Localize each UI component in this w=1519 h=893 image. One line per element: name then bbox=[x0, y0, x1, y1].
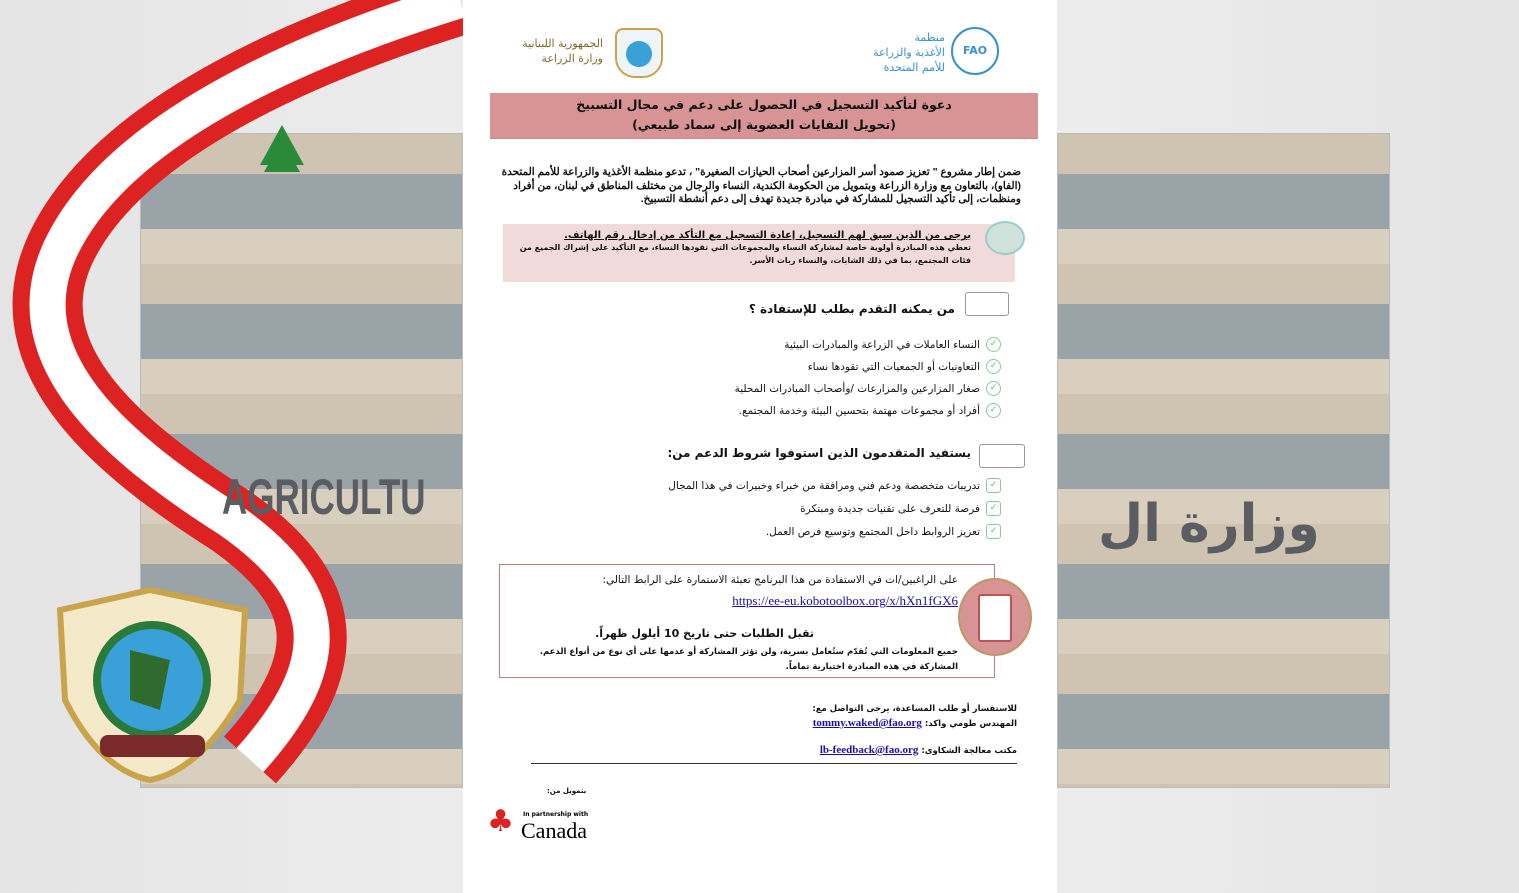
deadline: تقبل الطلبات حتى تاريخ 10 أيلول ظهراً. bbox=[595, 627, 814, 640]
form-box bbox=[499, 564, 995, 678]
check-icon: ✓ bbox=[986, 359, 1001, 374]
check-icon: ✓ bbox=[986, 501, 1001, 516]
benefit-item: ✓ تدريبات متخصصة ودعم فني ومرافقة من خبراء وخبيرات في هذا المجال bbox=[668, 478, 1001, 493]
benefits-list bbox=[668, 478, 1001, 539]
checklist-icon bbox=[965, 292, 1009, 316]
agriculture-sign: AGRICULTU bbox=[222, 469, 426, 525]
complaints-email[interactable]: lb-feedback@fao.org bbox=[819, 744, 919, 756]
ministry-logo bbox=[523, 28, 723, 83]
fao-line1: منظمة bbox=[914, 31, 945, 44]
ministry-line2: وزارة الزراعة bbox=[541, 52, 603, 65]
check-icon: ✓ bbox=[986, 381, 1001, 396]
check-icon: ✓ bbox=[986, 478, 1001, 493]
engineer-email[interactable]: tommy.waked@fao.org bbox=[812, 717, 922, 729]
fao-line2: الأغذية والزراعة bbox=[873, 46, 945, 59]
eligible-item: ✓ صغار المزارعين والمزارعات /وأصحاب المبادرات المحلية bbox=[735, 381, 1001, 396]
check-icon: ✓ bbox=[986, 524, 1001, 539]
fao-emblem-icon: FAO bbox=[951, 27, 999, 75]
fao-logo bbox=[863, 27, 1003, 82]
benefit-item: ✓ فرصة للتعرف على تقنيات جديدة ومبتكرة bbox=[668, 501, 1001, 516]
contact-intro: للاستفسار أو طلب المساعدة، يرجى التواصل مع: bbox=[812, 704, 1017, 714]
benefits-heading: يستفيد المتقدمون الذين استوفوا شروط الدعم من: bbox=[667, 446, 971, 460]
check-icon: ✓ bbox=[986, 403, 1001, 418]
ministry-emblem-large bbox=[60, 590, 245, 780]
hand-support-icon bbox=[979, 444, 1025, 468]
women-icon bbox=[985, 221, 1025, 255]
form-link[interactable]: https://ee-eu.kobotoolbox.org/x/hXn1fGX6 bbox=[732, 593, 958, 608]
lebanese-flag-ribbon bbox=[0, 0, 470, 893]
contact-section bbox=[812, 702, 1017, 758]
notice-body: تعطي هذه المبادرة أولوية خاصة لمشاركة النساء والمجموعات التي تقودها النساء، مع التأكيد على إشراك الجميع من فئات المجتمع، بما في ذلك الشابات، والنساء ربات الأسر. bbox=[519, 243, 971, 265]
flyer bbox=[463, 0, 1057, 893]
complaints-label: مكتب معالجة الشكاوى: bbox=[921, 746, 1017, 756]
eligible-item: ✓ التعاونيات أو الجمعيات التي تقودها نساء bbox=[735, 359, 1001, 374]
title-banner bbox=[490, 93, 1038, 139]
funding-label: بتمويل من: bbox=[547, 787, 587, 795]
partnership-text: In partnership with bbox=[523, 811, 589, 818]
eligible-item: ✓ أفراد أو مجموعات مهتمة بتحسين البيئة وخدمة المجتمع. bbox=[735, 403, 1001, 418]
engineer-label: المهندس طومي واكد: bbox=[924, 719, 1017, 729]
clipboard-icon bbox=[958, 578, 1032, 656]
privacy-note: جميع المعلومات التي تُقدّم ستُعامل بسرية، ولن تؤثر المشاركة أو عدمها على أي نوع من أنواع الدعم. المشاركة في هذه المبادرة اختيارية تماماً. bbox=[539, 647, 958, 672]
notice-box bbox=[503, 224, 1015, 282]
eligible-item: ✓ النساء العاملات في الزراعة والمبادرات البيئية bbox=[735, 337, 1001, 352]
building-photo-right bbox=[1057, 133, 1390, 788]
maple-leaf-icon: ♣ bbox=[487, 804, 514, 839]
benefit-item: ✓ تعزيز الروابط داخل المجتمع وتوسيع فرص العمل. bbox=[668, 524, 1001, 539]
eligible-list bbox=[735, 337, 1001, 418]
intro-paragraph: ضمن إطار مشروع " تعزيز صمود أسر المزارعين أصحاب الحيازات الصغيرة" ، تدعو منظمة الأغذية والزراعة للأمم المتحدة (الفاو)، بالتعاون مع وزارة الزراعة وبتمويل من الحكومة الكندية، النساء والرجال من مختلف المناطق في لبنان، من أفراد ومنظمات، إلى تأكيد التسجيل للمشاركة في مبادرة جديدة تهدف إلى دعم أنشطة التسبيخ. bbox=[501, 166, 1021, 205]
ministry-line1: الجمهورية اللبنانية bbox=[522, 37, 603, 50]
title-line1: دعوة لتأكيد التسجيل في الحصول على دعم في مجال التسبيخ bbox=[576, 97, 952, 112]
ministry-sign: وزارة ال bbox=[1098, 494, 1320, 554]
form-instruction: على الراغبين/ات في الاستفادة من هذا البرنامج تعبئة الاستمارة على الرابط التالي: bbox=[602, 574, 958, 586]
fao-line3: للأمم المتحدة bbox=[883, 61, 945, 74]
canada-wordmark: Canada bbox=[521, 818, 587, 843]
title-line2: (تحويل النفايات العضوية إلى سماد طبيعي) bbox=[632, 117, 896, 132]
ministry-emblem-icon bbox=[615, 28, 663, 78]
check-icon: ✓ bbox=[986, 337, 1001, 352]
divider bbox=[531, 763, 1017, 764]
notice-reregister: يرجى من الذين سبق لهم التسجيل، إعادة التسجيل مع التأكد من إدخال رقم الهاتف. bbox=[564, 230, 971, 241]
cedar-icon bbox=[260, 125, 304, 172]
eligible-heading: من يمكنه التقدم بطلب للإستفادة ؟ bbox=[748, 302, 955, 316]
